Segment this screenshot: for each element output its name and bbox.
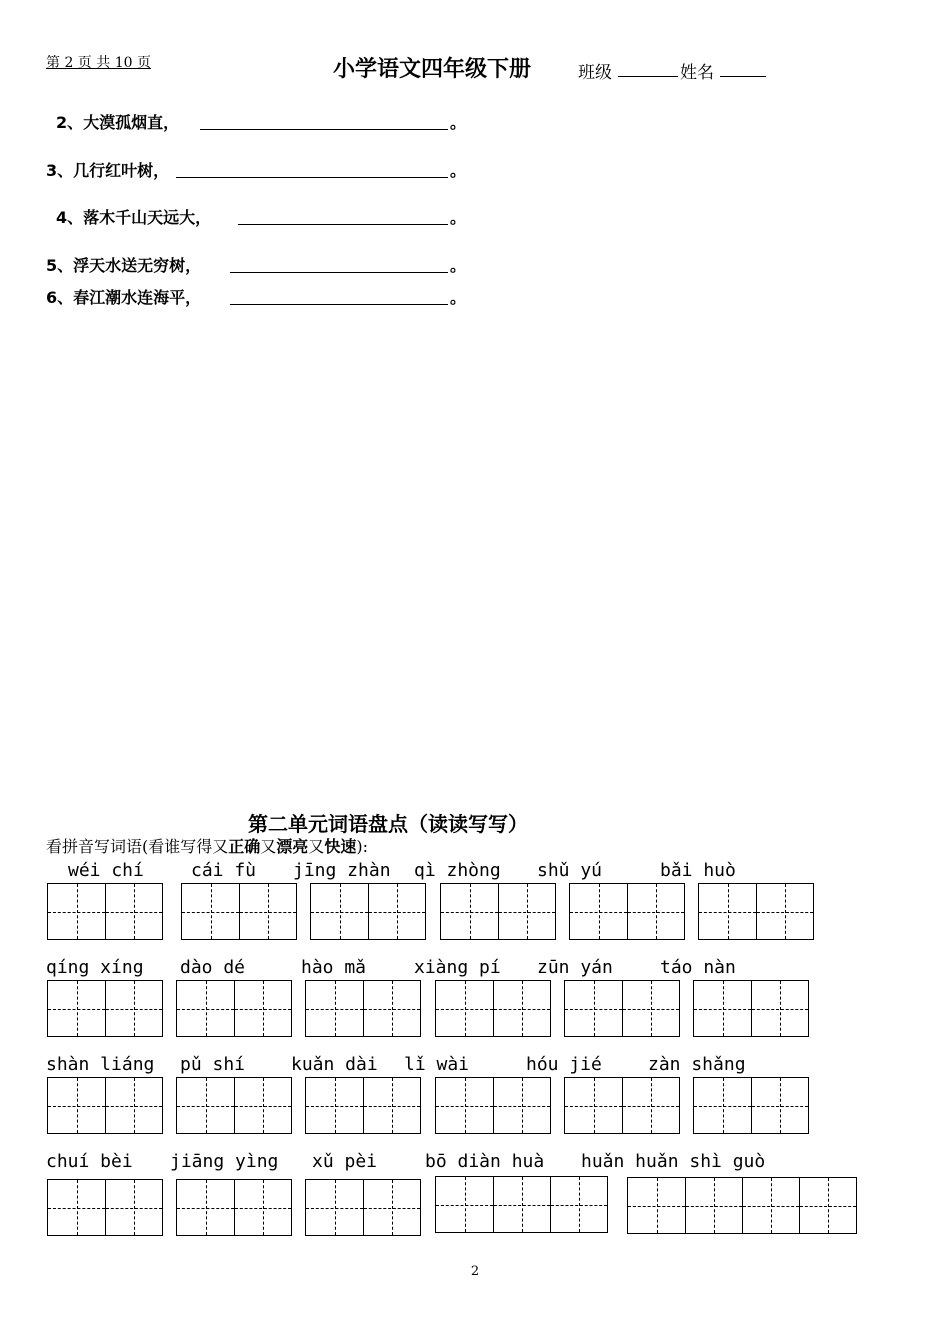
- grid-cell[interactable]: [699, 884, 756, 939]
- writing-grid[interactable]: [305, 1077, 421, 1134]
- grid-cell[interactable]: [177, 981, 234, 1036]
- instruction-fast: 快速: [324, 837, 357, 856]
- grid-cell[interactable]: [234, 1180, 291, 1235]
- grid-cell[interactable]: [436, 1177, 493, 1232]
- instruction-correct: 正确: [228, 837, 261, 856]
- writing-grid[interactable]: [564, 980, 680, 1037]
- grid-cell[interactable]: [234, 1078, 291, 1133]
- poem-period: 。: [450, 113, 467, 132]
- grid-cell[interactable]: [48, 1078, 105, 1133]
- writing-grid[interactable]: [569, 883, 685, 940]
- writing-grid[interactable]: [305, 980, 421, 1037]
- grid-cell[interactable]: [306, 1180, 363, 1235]
- poem-period: 。: [450, 161, 467, 180]
- grid-cell[interactable]: [685, 1178, 742, 1233]
- grid-cell[interactable]: [363, 1180, 420, 1235]
- grid-cell[interactable]: [105, 1180, 162, 1235]
- writing-grid[interactable]: [47, 1179, 163, 1236]
- grid-cell[interactable]: [48, 981, 105, 1036]
- pinyin-label: jiāng yìng: [170, 1151, 279, 1172]
- writing-grid[interactable]: [47, 1077, 163, 1134]
- grid-cell[interactable]: [363, 981, 420, 1036]
- writing-grid[interactable]: [693, 980, 809, 1037]
- grid-cell[interactable]: [622, 981, 679, 1036]
- poem-line-6: 6、春江潮水连海平，: [46, 288, 202, 307]
- writing-grid[interactable]: [693, 1077, 809, 1134]
- pinyin-label: bō diàn huà: [425, 1151, 545, 1172]
- pinyin-label: bǎi huò: [660, 860, 736, 881]
- writing-grid[interactable]: [310, 883, 426, 940]
- grid-cell[interactable]: [436, 981, 493, 1036]
- grid-cell[interactable]: [498, 884, 555, 939]
- pinyin-label: xiàng pí: [414, 957, 501, 978]
- page-title: 小学语文四年级下册: [333, 57, 532, 82]
- grid-cell[interactable]: [306, 981, 363, 1036]
- writing-grid[interactable]: [564, 1077, 680, 1134]
- section-title: 第二单元词语盘点（读读写写）: [248, 812, 528, 836]
- grid-cell[interactable]: [177, 1078, 234, 1133]
- writing-grid[interactable]: [627, 1177, 857, 1234]
- grid-cell[interactable]: [493, 981, 550, 1036]
- grid-cell[interactable]: [441, 884, 498, 939]
- pinyin-label: pǔ shí: [180, 1054, 246, 1075]
- grid-cell[interactable]: [363, 1078, 420, 1133]
- writing-grid[interactable]: [176, 1077, 292, 1134]
- grid-cell[interactable]: [751, 1078, 808, 1133]
- instruction: [46, 834, 368, 857]
- grid-cell[interactable]: [239, 884, 296, 939]
- grid-cell[interactable]: [436, 1078, 493, 1133]
- grid-cell[interactable]: [48, 1180, 105, 1235]
- pinyin-label: qì zhòng: [414, 860, 501, 881]
- poem-period: 。: [450, 288, 467, 307]
- writing-grid[interactable]: [698, 883, 814, 940]
- pinyin-label: cái fù: [191, 860, 257, 881]
- grid-cell[interactable]: [105, 981, 162, 1036]
- grid-cell[interactable]: [622, 1078, 679, 1133]
- pinyin-label: jīng zhàn: [293, 860, 391, 881]
- writing-grid[interactable]: [47, 980, 163, 1037]
- pinyin-label: qíng xíng: [46, 957, 144, 978]
- grid-cell[interactable]: [550, 1177, 607, 1232]
- grid-cell[interactable]: [48, 884, 105, 939]
- instruction-you: 又: [308, 837, 325, 856]
- poem-period: 。: [450, 256, 467, 275]
- grid-cell[interactable]: [694, 1078, 751, 1133]
- grid-cell[interactable]: [306, 1078, 363, 1133]
- page-info: 第 2 页 共 10 页: [46, 55, 151, 71]
- grid-cell[interactable]: [756, 884, 813, 939]
- pinyin-label: wéi chí: [68, 860, 144, 881]
- pinyin-label: shàn liáng: [46, 1054, 155, 1075]
- grid-cell[interactable]: [570, 884, 627, 939]
- pinyin-label: táo nàn: [660, 957, 736, 978]
- instruction-suffix: ):: [356, 837, 368, 856]
- grid-cell[interactable]: [311, 884, 368, 939]
- grid-cell[interactable]: [493, 1078, 550, 1133]
- name-label: 姓名: [680, 63, 714, 83]
- grid-cell[interactable]: [628, 1178, 685, 1233]
- instruction-you: 又: [260, 837, 277, 856]
- pinyin-label: kuǎn dài: [291, 1054, 378, 1075]
- poem-line-2: 2、大漠孤烟直，: [56, 113, 180, 132]
- grid-cell[interactable]: [694, 981, 751, 1036]
- pinyin-label: lǐ wài: [404, 1054, 470, 1075]
- grid-cell[interactable]: [234, 981, 291, 1036]
- grid-cell[interactable]: [627, 884, 684, 939]
- writing-grid[interactable]: [47, 883, 163, 940]
- pinyin-label: zūn yán: [537, 957, 613, 978]
- poem-line-5: 5、浮天水送无穷树，: [46, 256, 202, 275]
- pinyin-label: dào dé: [180, 957, 246, 978]
- pinyin-label: chuí bèi: [46, 1151, 133, 1172]
- page-number: 2: [470, 1264, 480, 1279]
- writing-grid[interactable]: [176, 1179, 292, 1236]
- poem-blank-2[interactable]: [200, 113, 448, 130]
- grid-cell[interactable]: [177, 1180, 234, 1235]
- grid-cell[interactable]: [182, 884, 239, 939]
- poem-blank-3[interactable]: [176, 161, 448, 178]
- class-blank[interactable]: [618, 62, 678, 77]
- poem-line-4: 4、落木千山天远大，: [56, 208, 212, 227]
- grid-cell[interactable]: [105, 884, 162, 939]
- pinyin-label: xǔ pèi: [312, 1151, 378, 1172]
- poem-line-3: 3、几行红叶树，: [46, 161, 170, 180]
- writing-grid[interactable]: [440, 883, 556, 940]
- grid-cell[interactable]: [565, 1078, 622, 1133]
- pinyin-label: hào mǎ: [301, 957, 367, 978]
- name-blank[interactable]: [720, 62, 766, 77]
- writing-grid[interactable]: [435, 980, 551, 1037]
- poem-blank-5[interactable]: [230, 256, 448, 273]
- writing-grid[interactable]: [181, 883, 297, 940]
- poem-blank-4[interactable]: [238, 208, 448, 225]
- pinyin-label: zàn shǎng: [648, 1054, 746, 1075]
- grid-cell[interactable]: [493, 1177, 550, 1232]
- grid-cell[interactable]: [565, 981, 622, 1036]
- pinyin-label: hóu jié: [526, 1054, 602, 1075]
- writing-grid[interactable]: [176, 980, 292, 1037]
- class-label: 班级: [578, 63, 612, 83]
- writing-grid[interactable]: [305, 1179, 421, 1236]
- instruction-pretty: 漂亮: [276, 837, 309, 856]
- grid-cell[interactable]: [742, 1178, 799, 1233]
- pinyin-label: shǔ yú: [537, 860, 603, 881]
- writing-grid[interactable]: [435, 1176, 608, 1233]
- grid-cell[interactable]: [799, 1178, 856, 1233]
- poem-period: 。: [450, 208, 467, 227]
- grid-cell[interactable]: [368, 884, 425, 939]
- instruction-prefix: 看拼音写词语(看谁写得又: [46, 837, 229, 856]
- pinyin-label: huǎn huǎn shì guò: [581, 1151, 766, 1172]
- poem-blank-6[interactable]: [230, 288, 448, 305]
- grid-cell[interactable]: [751, 981, 808, 1036]
- writing-grid[interactable]: [435, 1077, 551, 1134]
- grid-cell[interactable]: [105, 1078, 162, 1133]
